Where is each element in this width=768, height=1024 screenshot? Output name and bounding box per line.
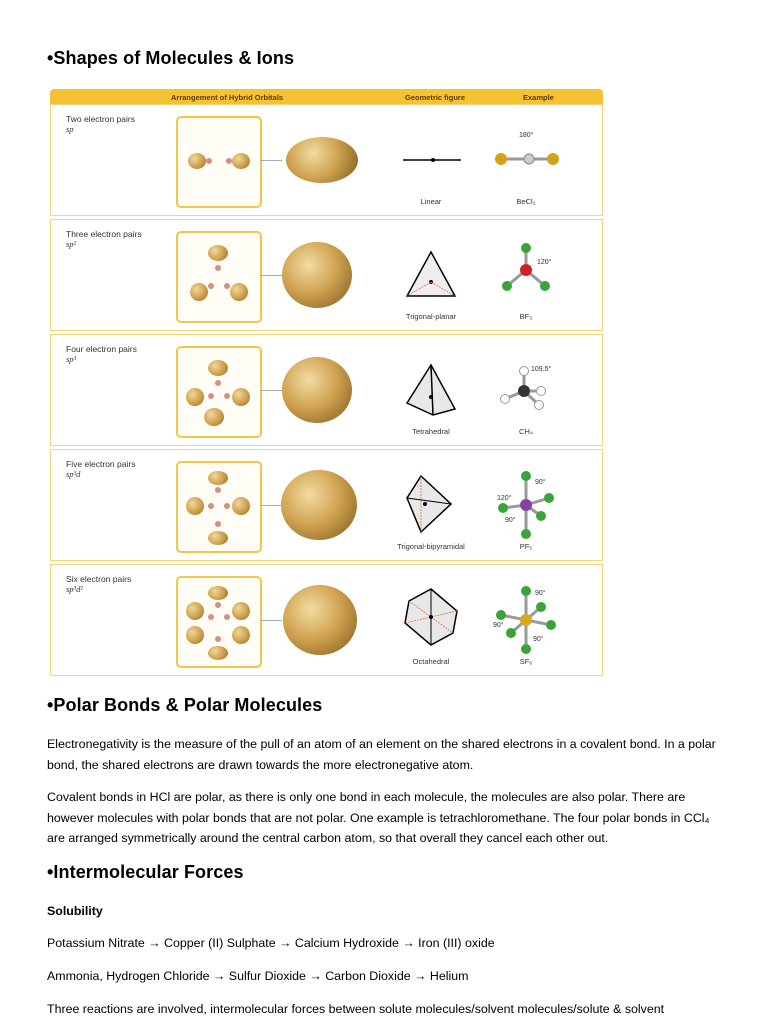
geometry-label: Linear	[420, 197, 442, 206]
pairs-label: Four electron pairs	[66, 344, 137, 354]
hybrid-label: sp³d	[66, 469, 81, 479]
trigonal-planar-icon	[401, 248, 461, 303]
section-heading-intermolecular: •Intermolecular Forces	[47, 862, 244, 882]
pairs-label: Two electron pairs	[66, 114, 135, 124]
row-sp3d2	[50, 564, 603, 676]
pairs-label: Five electron pairs	[66, 459, 136, 469]
orbital-box	[176, 461, 262, 553]
svg-text:90°: 90°	[505, 517, 516, 524]
paragraph-electronegativity: Electronegativity is the measure of the pull of an atom of an element on the shared electrons in a covalent bond. In a polar bond, the shared electrons are drawn towards the more electronegative atom.	[47, 737, 716, 772]
geometry-label: Octahedral	[412, 657, 450, 666]
header-geometric-figure: Geometric figure	[405, 93, 466, 102]
connector-line	[260, 390, 282, 391]
svg-text:90°: 90°	[533, 636, 544, 643]
sf6-molecule-icon	[491, 585, 561, 655]
hybrid-orbital-model	[282, 242, 352, 308]
octahedral-icon	[401, 587, 461, 647]
solubility-order-line: Potassium Nitrate → Copper (II) Sulphate → Calcium Hydroxide → Iron (III) oxide	[47, 936, 495, 950]
section-heading-shapes: •Shapes of Molecules & Ions	[47, 48, 295, 68]
example-label: PF₅	[519, 542, 533, 551]
row-sp2	[50, 219, 603, 331]
svg-text:109.5°: 109.5°	[531, 366, 552, 373]
pairs-label: Three electron pairs	[66, 229, 142, 239]
orbital-box	[176, 116, 262, 208]
geometry-label: Tetrahedral	[412, 427, 450, 436]
trigonal-bipyramidal-icon	[401, 474, 461, 534]
hybrid-label: sp³	[66, 354, 77, 364]
figure-header	[50, 89, 603, 105]
paragraph-polar-molecules: Covalent bonds in HCl are polar, as there is only one bond in each molecule, the molecules are also polar. There are however molecules with polar bonds that are not polar. One example is tetrachloromethane. The four polar bonds in CCl₄ are arranged symmetrically around the central carbon atom, so that overall they cancel each other out.	[47, 790, 710, 845]
header-arrangement: Arrangement of Hybrid Orbitals	[171, 93, 284, 102]
row-label	[66, 574, 131, 594]
row-sp	[50, 104, 603, 216]
connector-line	[260, 160, 282, 161]
hybrid-orbital-model	[283, 585, 357, 655]
row-label	[66, 114, 135, 134]
svg-text:120°: 120°	[497, 495, 512, 502]
section-heading-polar: •Polar Bonds & Polar Molecules	[47, 695, 323, 715]
svg-text:90°: 90°	[493, 622, 504, 629]
svg-text:120°: 120°	[537, 259, 552, 266]
hybrid-orbital-model	[286, 137, 358, 183]
orbital-box	[176, 576, 262, 668]
ch4-molecule-icon	[491, 355, 561, 425]
pairs-label: Six electron pairs	[66, 574, 132, 584]
hybrid-orbitals-figure	[50, 89, 603, 675]
svg-text:180°: 180°	[519, 132, 534, 139]
connector-line	[260, 275, 282, 276]
svg-text:90°: 90°	[535, 479, 546, 486]
becl2-molecule-icon	[491, 125, 561, 195]
example-label: BeCl₂	[516, 197, 536, 206]
row-sp3	[50, 334, 603, 446]
connector-line	[260, 620, 282, 621]
connector-line	[260, 505, 282, 506]
reactions-line: Three reactions are involved, intermolecular forces between solute molecules/solvent molecules/solute & solvent	[47, 1002, 665, 1016]
hybrid-label: sp²	[66, 239, 77, 249]
example-label: BF₃	[519, 312, 533, 321]
linear-geometry-icon	[401, 133, 461, 188]
subheading-solubility: Solubility	[47, 904, 103, 918]
gas-solubility-order-line: Ammonia, Hydrogen Chloride → Sulfur Dioxide → Carbon Dioxide → Helium	[47, 969, 469, 983]
svg-text:90°: 90°	[535, 590, 546, 597]
pf5-molecule-icon	[491, 470, 561, 540]
example-label: SF₆	[519, 657, 533, 666]
hybrid-orbital-model	[281, 470, 357, 540]
row-sp3d	[50, 449, 603, 561]
header-example: Example	[523, 93, 554, 102]
orbital-box	[176, 231, 262, 323]
hybrid-orbital-model	[282, 357, 352, 423]
orbital-box	[176, 346, 262, 438]
row-label	[66, 459, 135, 479]
tetrahedral-icon	[401, 363, 461, 418]
bf3-molecule-icon	[491, 240, 561, 310]
row-label	[66, 229, 142, 249]
example-label: CH₄	[519, 427, 533, 436]
hybrid-label: sp³d²	[66, 584, 83, 594]
row-label	[66, 344, 137, 364]
hybrid-label: sp	[66, 124, 74, 134]
geometry-label: Trigonal-bipyramidal	[397, 542, 465, 551]
geometry-label: Trigonal-planar	[405, 312, 457, 321]
